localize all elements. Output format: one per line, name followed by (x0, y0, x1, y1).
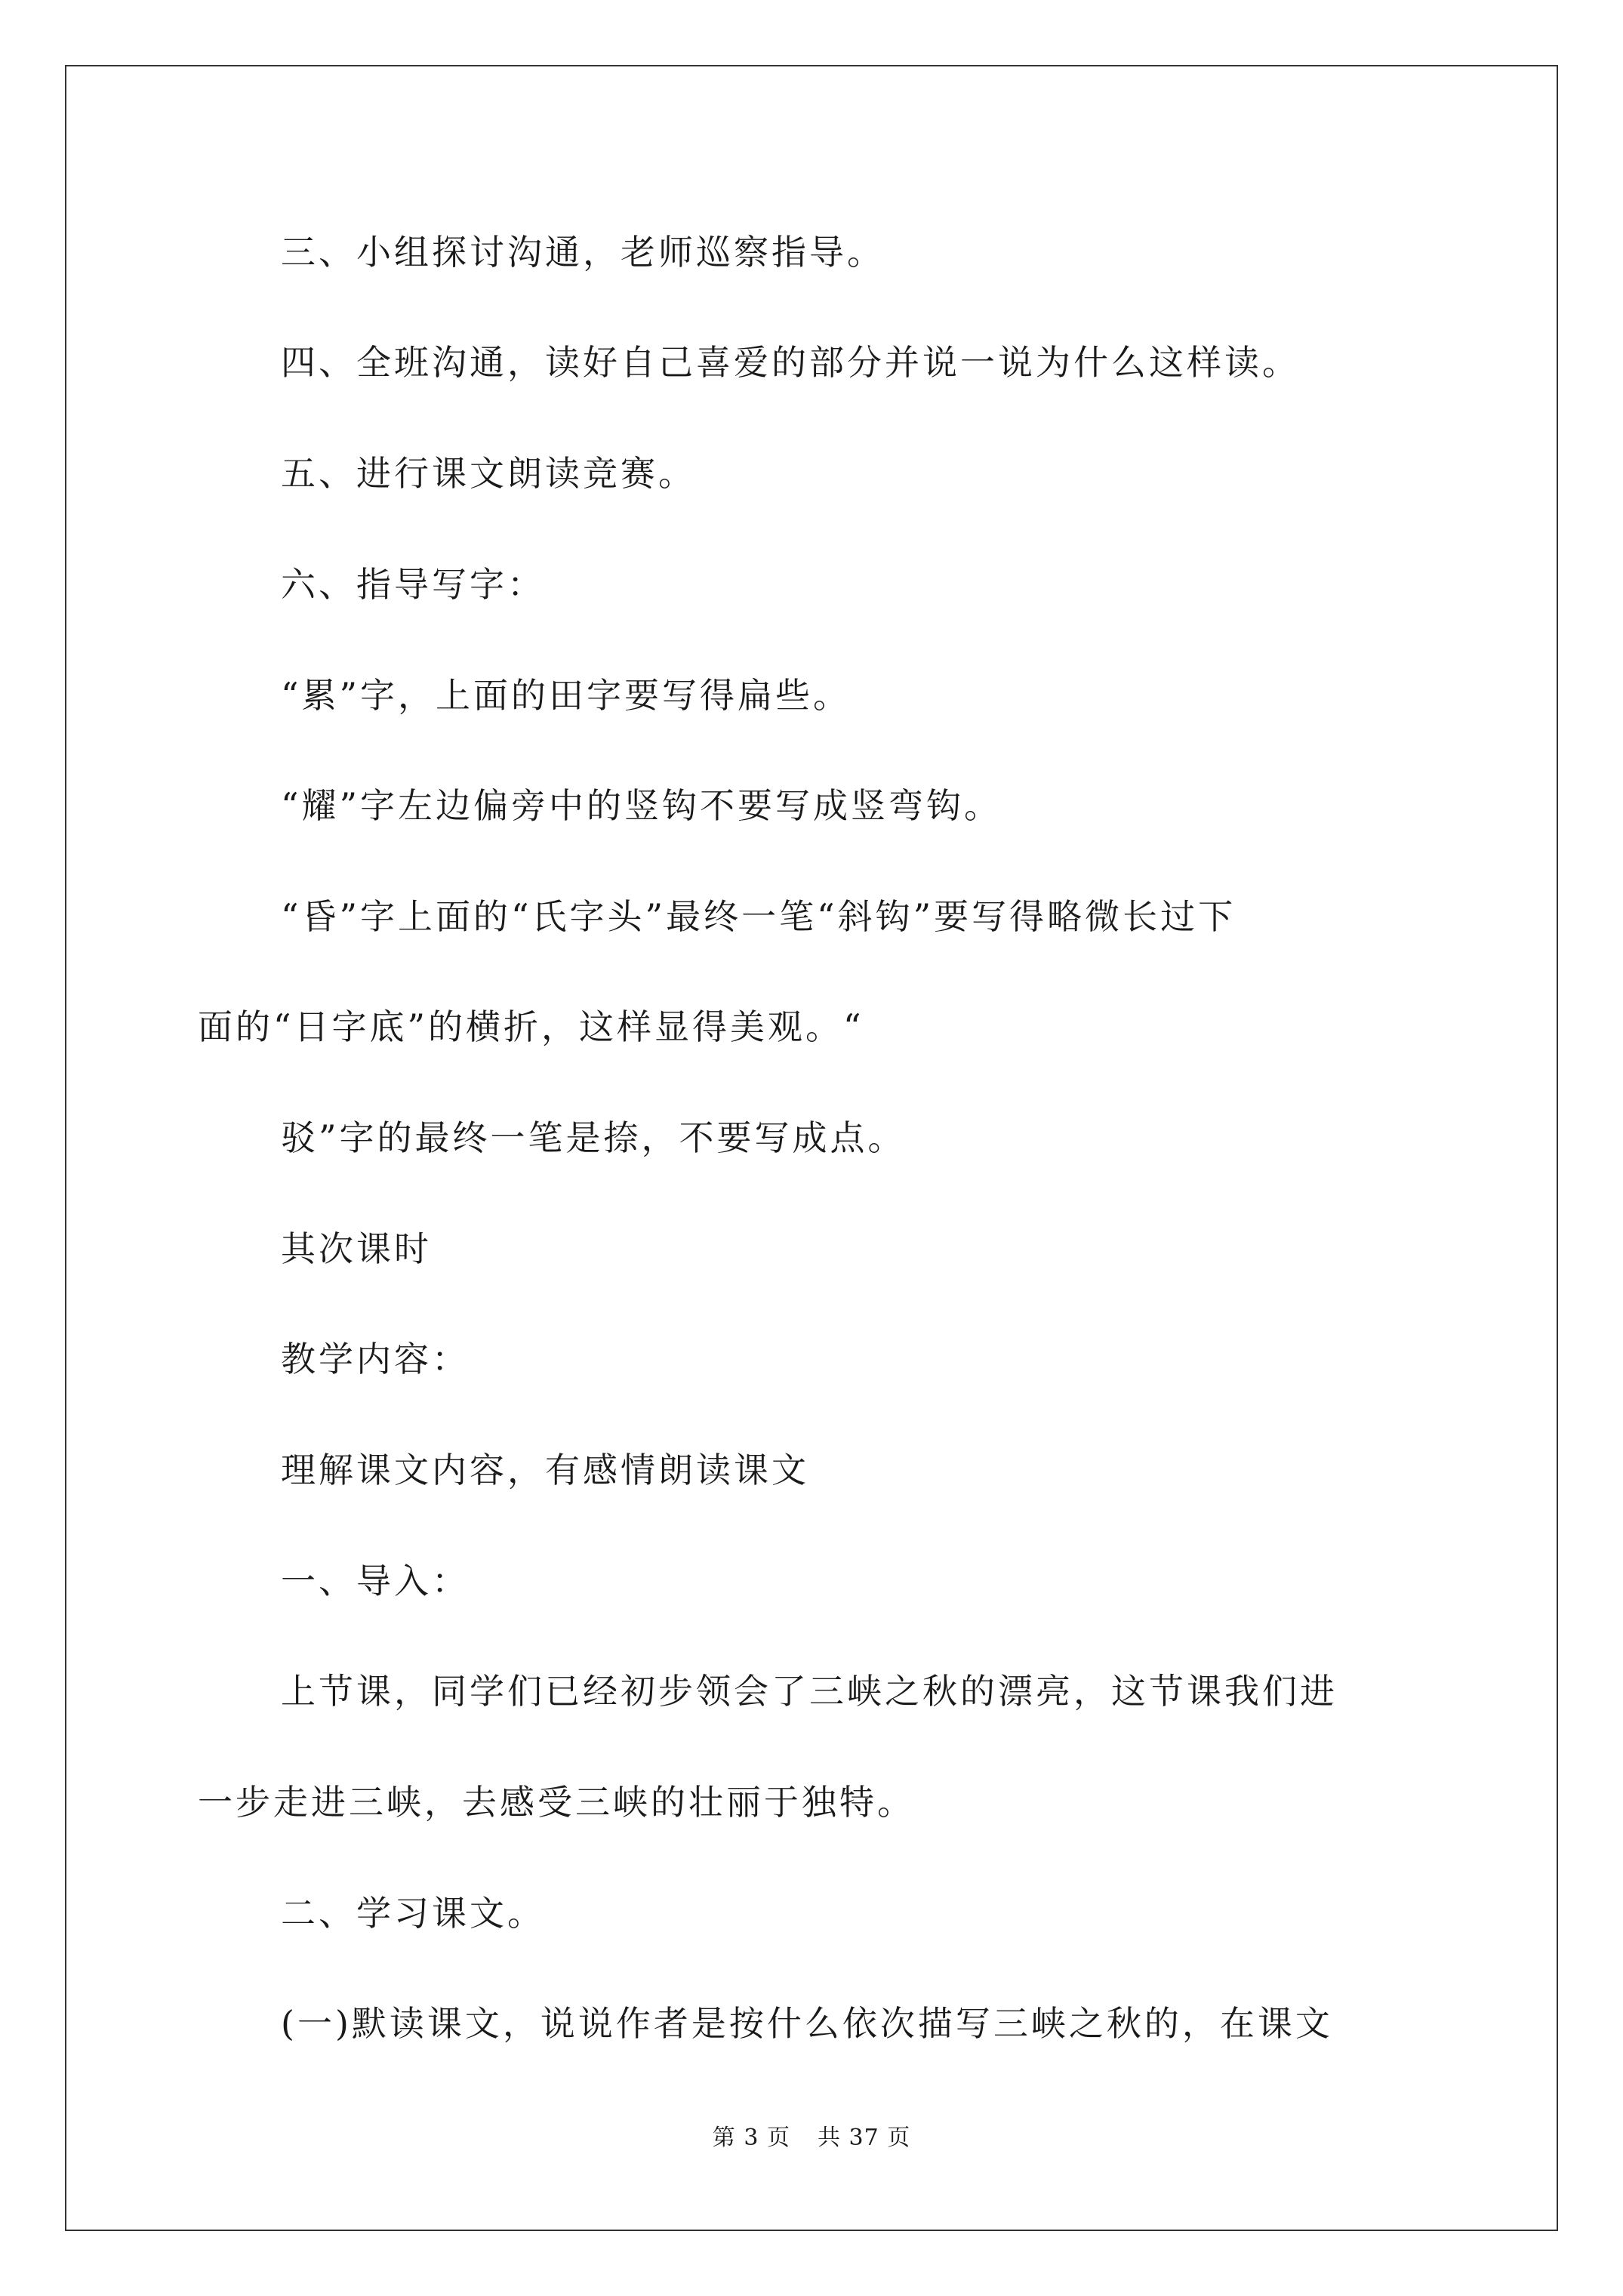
page-footer (0, 2123, 1623, 2153)
paragraph-line: 三、小组探讨沟通，老师巡察指导。 (281, 232, 885, 273)
paragraph-line: 六、指导写字： (281, 564, 545, 605)
paragraph-line: 理解课文内容，有感情朗读课文 (281, 1450, 809, 1490)
paragraph-line: 二、学习课文。 (281, 1893, 545, 1934)
paragraph-line: “累”字，上面的田字要写得扁些。 (281, 675, 852, 716)
paragraph-line: “耀”字左边偏旁中的竖钩不要写成竖弯钩。 (281, 785, 1002, 826)
paragraph-line: 面的“日字底”的横折，这样显得美观。“ (198, 1006, 864, 1047)
paragraph-line: 驳”字的最终一笔是捺，不要写成点。 (281, 1117, 906, 1158)
page-number: 第 3 页 (712, 2125, 790, 2151)
paragraph-line: 上节课，同学们已经初步领会了三峡之秋的漂亮，这节课我们进 (281, 1671, 1338, 1712)
page-total: 共 37 页 (817, 2125, 911, 2151)
paragraph-line: “昏”字上面的“氏字头”最终一笔“斜钩”要写得略微长过下 (281, 896, 1236, 937)
paragraph-line: (一)默读课文，说说作者是按什么依次描写三峡之秋的，在课文 (281, 2003, 1333, 2044)
section-heading: 其次课时 (281, 1228, 432, 1269)
paragraph-line: 教学内容： (281, 1339, 470, 1379)
paragraph-line: 四、全班沟通，读好自己喜爱的部分并说一说为什么这样读。 (281, 342, 1300, 383)
paragraph-line: 一、导入： (281, 1561, 470, 1601)
paragraph-line: 一步走进三峡，去感受三峡的壮丽于独特。 (198, 1782, 915, 1823)
paragraph-line: 五、进行课文朗读竞赛。 (281, 453, 696, 494)
